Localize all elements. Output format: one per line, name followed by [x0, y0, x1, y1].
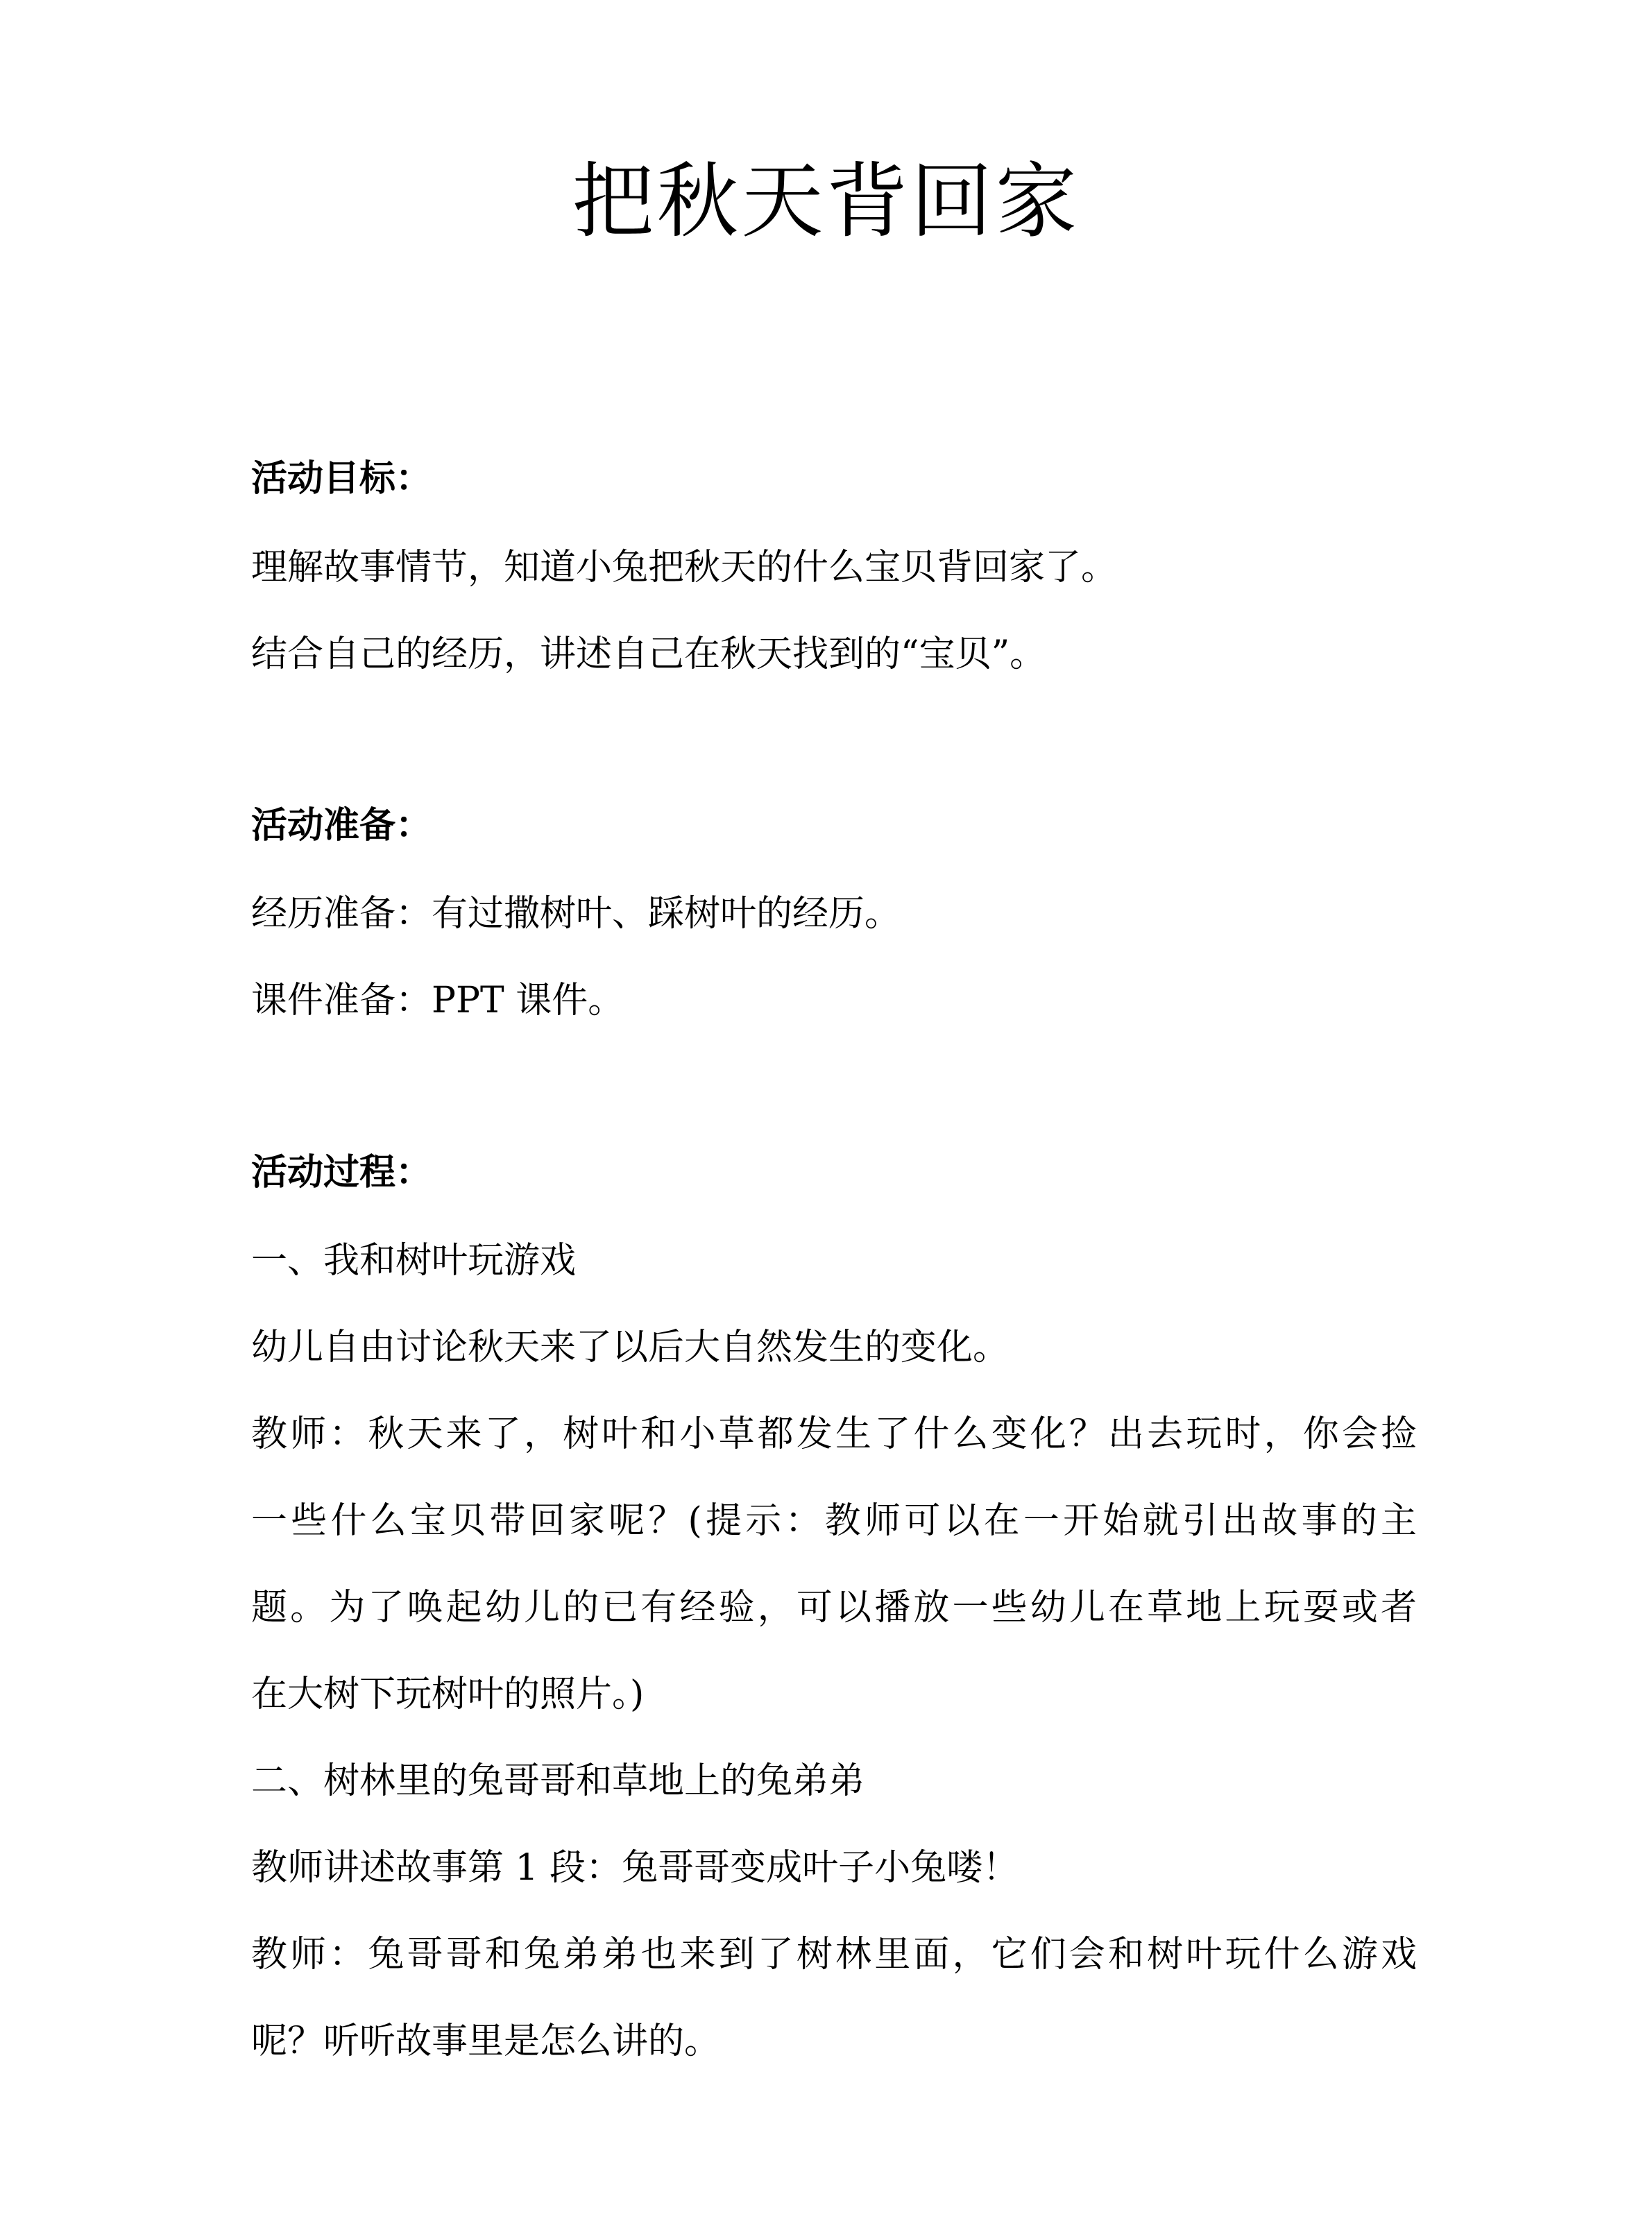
section-heading-goals: 活动目标：: [251, 457, 432, 500]
goal-line-2: 结合自己的经历，讲述自己在秋天找到的“宝贝”。: [251, 633, 1046, 675]
process-line: 幼儿自由讨论秋天来了以后大自然发生的变化。: [251, 1327, 1010, 1368]
process-step-1-title: 一、我和树叶玩游戏: [251, 1240, 577, 1282]
process-step-2-title: 二、树林里的兔哥哥和草地上的兔弟弟: [251, 1760, 865, 1802]
preparation-line-courseware: 课件准备：PPT 课件。: [251, 980, 624, 1021]
process-line: 教师：兔哥哥和兔弟弟也来到了树林里面，它们会和树叶玩什么游戏: [251, 1934, 1417, 1975]
section-heading-process: 活动过程：: [251, 1151, 432, 1193]
preparation-line-experience: 经历准备：有过撒树叶、踩树叶的经历。: [251, 893, 901, 935]
goal-line-1: 理解故事情节，知道小兔把秋天的什么宝贝背回家了。: [251, 547, 1118, 588]
process-line: 教师讲述故事第 1 段：兔哥哥变成叶子小兔喽！: [251, 1847, 1019, 1889]
section-heading-preparation: 活动准备：: [251, 804, 432, 847]
process-line: 一些什么宝贝带回家呢？(提示：教师可以在一开始就引出故事的主: [251, 1500, 1417, 1542]
process-line: 教师：秋天来了，树叶和小草都发生了什么变化？出去玩时，你会捡: [251, 1413, 1417, 1455]
process-line: 呢？听听故事里是怎么讲的。: [251, 2021, 721, 2062]
process-line: 在大树下玩树叶的照片。): [251, 1674, 645, 1715]
process-line: 题。为了唤起幼儿的已有经验，可以播放一些幼儿在草地上玩耍或者: [251, 1587, 1417, 1629]
document-title: 把秋天背回家: [572, 153, 1080, 249]
